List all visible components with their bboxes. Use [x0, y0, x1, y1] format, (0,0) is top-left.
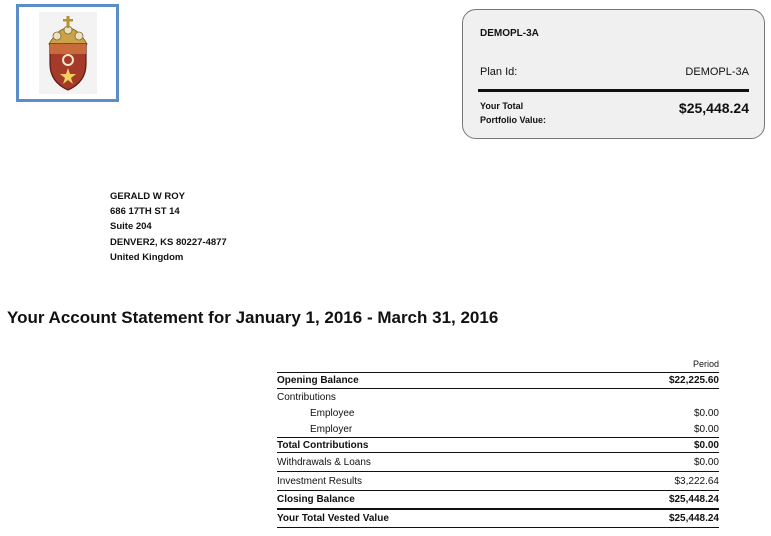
- address-name: GERALD W ROY: [110, 191, 185, 202]
- row-value: $25,448.24: [668, 513, 719, 524]
- plan-name: DEMOPL-3A: [480, 28, 539, 39]
- address-country: United Kingdom: [110, 251, 184, 263]
- row-value: $25,448.24: [668, 494, 719, 505]
- table-row: [277, 491, 719, 510]
- portfolio-label-line2: Portfolio Value:: [480, 115, 547, 125]
- divider: [478, 89, 749, 92]
- table-row: [277, 389, 719, 405]
- table-row: [277, 437, 719, 453]
- table-row: [277, 453, 719, 472]
- row-label: Employee: [310, 407, 355, 419]
- row-value: $0.00: [693, 407, 719, 419]
- row-label: Your Total Vested Value: [277, 513, 389, 524]
- row-label: Employer: [310, 423, 353, 435]
- row-label: Withdrawals & Loans: [277, 456, 371, 468]
- row-value: $3,222.64: [674, 475, 719, 487]
- row-value: $0.00: [693, 456, 719, 468]
- row-label: Closing Balance: [277, 494, 355, 505]
- address-city: DENVER2, KS 80227-4877: [110, 236, 227, 248]
- table-row: [277, 472, 719, 491]
- row-label: Investment Results: [277, 475, 363, 487]
- address-street: 686 17TH ST 14: [110, 206, 180, 218]
- statement-title: Your Account Statement for January 1, 2016 - March 31, 2016: [7, 308, 499, 327]
- table-row: [277, 510, 719, 528]
- mailing-address: [110, 189, 227, 265]
- logo-frame: [16, 4, 119, 102]
- row-value: $0.00: [693, 439, 719, 451]
- plan-id-label: Plan Id:: [480, 66, 518, 78]
- table-row: [277, 421, 719, 437]
- coat-of-arms-icon: [39, 12, 97, 94]
- plan-summary-card: [462, 9, 765, 139]
- plan-id-value: DEMOPL-3A: [685, 66, 749, 78]
- row-label: Total Contributions: [277, 439, 369, 451]
- row-value: $0.00: [693, 423, 719, 435]
- portfolio-value-label: [480, 99, 546, 127]
- row-label: Opening Balance: [277, 375, 359, 386]
- table-row: [277, 372, 719, 389]
- table-row: [277, 405, 719, 421]
- row-value: $22,225.60: [668, 375, 719, 386]
- row-label: Contributions: [277, 391, 336, 403]
- portfolio-value: $25,448.24: [678, 100, 749, 116]
- address-suite: Suite 204: [110, 221, 152, 233]
- portfolio-label-line1: Your Total: [480, 101, 524, 111]
- period-header: Period: [692, 359, 719, 369]
- account-summary-table: [277, 357, 719, 528]
